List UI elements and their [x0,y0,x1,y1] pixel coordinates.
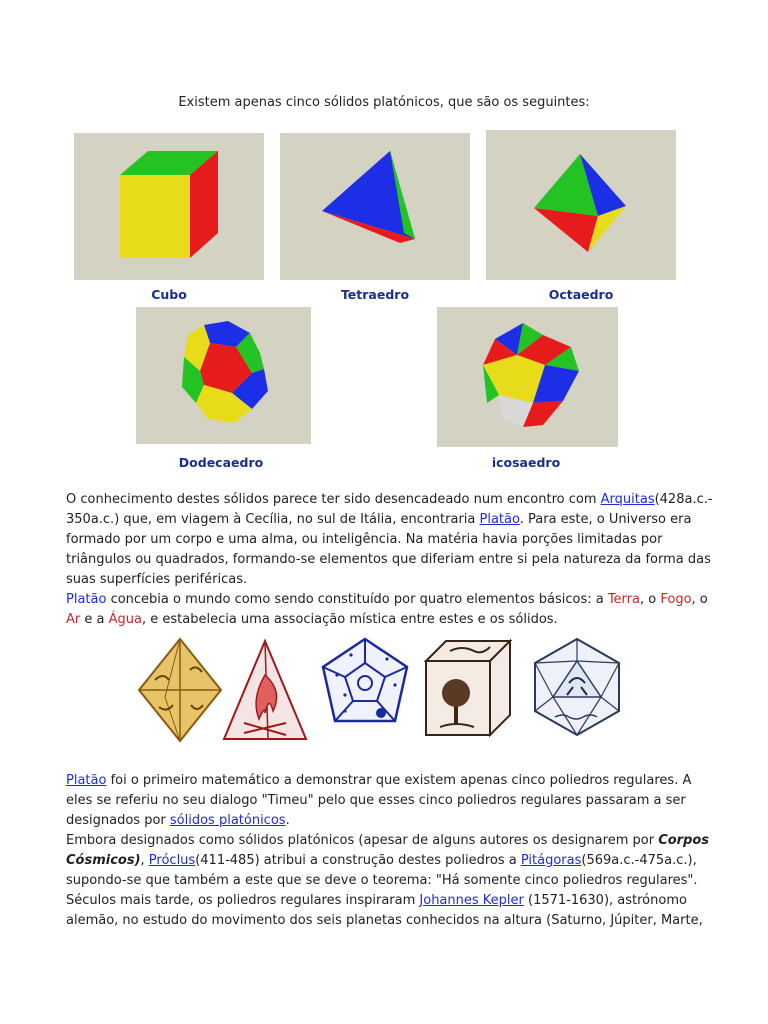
text: . Para este, o Universo era [519,512,692,527]
icosahedron-water-icon [525,635,629,739]
element-agua: Água [108,612,142,627]
platao-name: Platão [66,592,107,607]
caption-octaedro: Octaedro [548,287,614,302]
link-platao[interactable]: Platão [479,512,520,527]
text-line: suas superfícies periféricas. [66,572,248,587]
text: , [140,853,149,868]
text: (411-485) atribui a construção destes poliedros a [195,853,521,868]
cube-icon [74,133,264,280]
octahedron-air-icon [135,635,225,745]
dodecahedron-image [136,307,311,444]
tetrahedron-image [280,133,470,280]
tetrahedron-icon [280,133,470,280]
text-line: supondo-se que também a este que se deve o teorema: "Há somente cinco poliedros regulares". [66,873,698,888]
text: Embora designados como sólidos platónicos (apesar de alguns autores os designarem por [66,833,659,848]
text: , o [691,592,708,607]
text: Séculos mais tarde, os poliedros regulares inspiraram [66,893,420,908]
text-line: formado por um corpo e uma alma, ou inteligência. Na matéria havia porções limitadas por [66,532,663,547]
dodecahedron-icon [136,307,311,444]
caption-tetraedro: Tetraedro [340,287,410,302]
text: (428a.c.- [654,492,713,507]
link-proclus[interactable]: Próclus [148,853,196,868]
icosahedron-icon [437,307,618,447]
caption-dodecaedro: Dodecaedro [178,455,264,470]
octahedron-icon [486,130,676,280]
text: , o [640,592,661,607]
text: 350a.c.) que, em viagem à Cecília, no sul de Itália, encontraria [66,512,480,527]
text: (1571-1630), astrónomo [523,893,687,908]
text: O conhecimento destes sólidos parece ter sido desencadeado num encontro com [66,492,601,507]
link-arquitas[interactable]: Arquitas [600,492,655,507]
dodecahedron-universe-icon [315,635,415,735]
tetrahedron-fire-icon [220,635,310,745]
woodcut-octahedron-air [135,635,225,745]
octahedron-image [486,130,676,280]
text-line: triângulos ou quadrados, formando-se elementos que diferiam entre si pela natureza da forma das [66,552,711,567]
woodcut-tetrahedron-fire [220,635,310,745]
cosmicos-emphasis: Cósmicos) [66,853,141,868]
cube-earth-icon [420,635,515,740]
text: foi o primeiro matemático a demonstrar que existem apenas cinco poliedros regulares. A [106,773,692,788]
woodcut-icosahedron-water [525,635,629,739]
text: (569a.c.-475a.c.), [581,853,697,868]
link-johannes-kepler[interactable]: Johannes Kepler [419,893,524,908]
text-line: eles se referiu no seu dialogo "Timeu" pelo que esses cinco poliedros regulares passaram a ser [66,793,686,808]
text: concebia o mundo como sendo constituído por quatro elementos básicos: a [106,592,608,607]
woodcut-dodecahedron-universe [315,635,415,735]
text: . [285,813,290,828]
element-ar: Ar [66,612,81,627]
icosahedron-image [437,307,618,447]
cube-image [74,133,264,280]
intro-text: Existem apenas cinco sólidos platónicos, que são os seguintes: [178,95,590,110]
woodcut-cube-earth [420,635,515,740]
corpos-emphasis: Corpos [658,833,710,848]
caption-icosaedro: icosaedro [491,455,561,470]
element-terra: Terra [607,592,640,607]
element-fogo: Fogo [660,592,692,607]
paragraph-origin [66,490,713,630]
link-pitagoras[interactable]: Pitágoras [520,853,582,868]
text: designados por [66,813,170,828]
paragraph-history [66,771,710,931]
link-solidos-platonicos[interactable]: sólidos platónicos [169,813,286,828]
text: , e estabelecia uma associação mística entre estes e os sólidos. [141,612,558,627]
caption-cubo: Cubo [151,287,187,302]
text: e a [80,612,109,627]
text-line: alemão, no estudo do movimento dos seis planetas conhecidos na altura (Saturno, Júpiter, Marte, [66,913,703,928]
link-platao-2[interactable]: Platão [66,773,107,788]
